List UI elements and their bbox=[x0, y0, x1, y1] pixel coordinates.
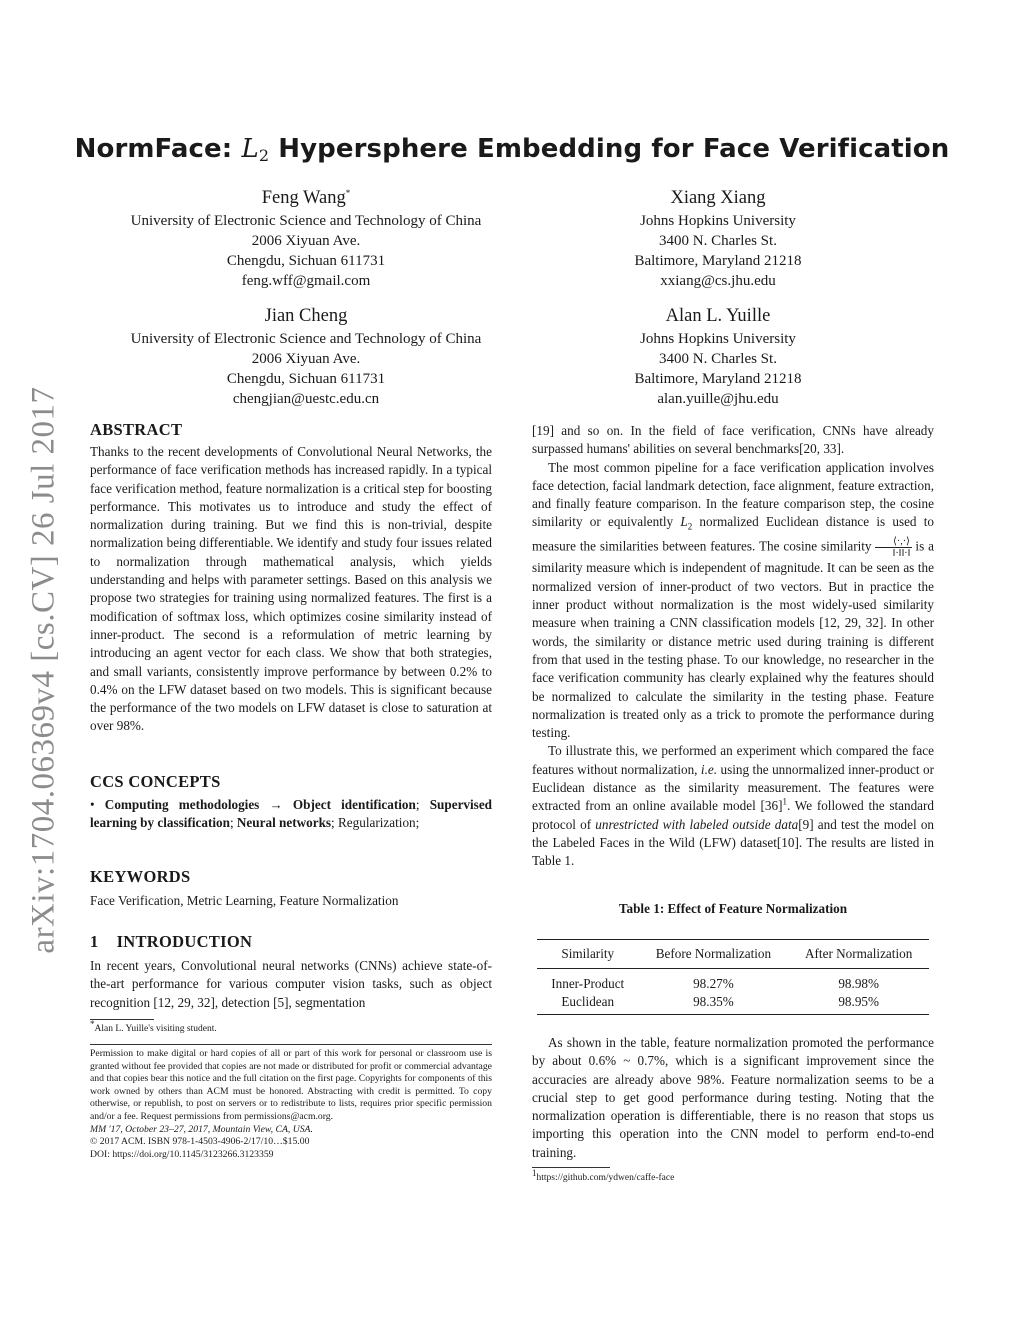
permission-block bbox=[90, 1048, 492, 1161]
paragraph: As shown in the table, feature normalization promoted the performance by about 0.6% ~ 0.7%, which is a significant improvement since the accuracies are already above 98%. Feature normalization seems to be a crucial step to get good performance during testing. Noting that the normalization operation is differentiable, there is no reason that stops us importing this operation into the CNN model to perform end-to-end training. bbox=[532, 1035, 934, 1160]
author-name: Xiang Xiang bbox=[670, 188, 766, 208]
author-address: 2006 Xiyuan Ave. bbox=[251, 233, 361, 249]
author-block-4 bbox=[528, 303, 908, 409]
cosine-fraction: $\frac{⟨\cdot,\cdot⟩}{‖\cdot‖‖\cdot‖}$ bbox=[875, 536, 913, 559]
table-cell: Euclidean bbox=[537, 993, 639, 1015]
venue-line: MM '17, October 23–27, 2017, Mountain View, CA, USA. bbox=[90, 1123, 313, 1135]
right-column-conclusion bbox=[532, 1034, 934, 1162]
table-header: After Normalization bbox=[788, 940, 929, 969]
table-header-row bbox=[537, 940, 929, 969]
table-row bbox=[537, 969, 929, 994]
author-city: Chengdu, Sichuan 611731 bbox=[226, 371, 386, 387]
author-email: chengjian@uestc.edu.cn bbox=[232, 391, 380, 407]
footnote-rule bbox=[90, 1019, 154, 1020]
author-affiliation: University of Electronic Science and Technology of China bbox=[130, 331, 482, 347]
table-cell: 98.95% bbox=[788, 993, 929, 1015]
author-block-2 bbox=[528, 185, 908, 291]
permission-text: Permission to make digital or hard copies of all or part of this work for personal or classroom use is granted without fee provided that copies are not made or distributed for profit or commercial advantage and that copies bear this notice and the full citation on the first page. Copyrights for components of this work owned by others than ACM must be honored. Abstracting with credit is permitted. To copy otherwise, or republish, to post on servers or to redistribute to lists, requires prior specific permission and/or a fee. Request permissions from permissions@acm.org. bbox=[90, 1048, 492, 1122]
ccs-heading: CCS CONCEPTS bbox=[90, 772, 221, 791]
title-math: $L_2$ bbox=[241, 134, 270, 165]
paragraph: The most common pipeline for a face verification application involves face detection, facial landmark detection, face alignment, feature extraction, and finally feature comparison. In the feature comparison step, the cosine similarity or equivalently $L_2$ normalized Euclidean distance is used to measure the similarities between features. The cosine similarity $\frac{⟨\cdot,\cdot⟩}{‖\cdot‖‖\cdot‖}$ is a similarity measure which is independent of magnitude. It can be seen as the normalized version of inner-product of two vectors. But in practice the inner product without normalization is the most widely-used similarity measure when training a CNN classification models [12, 29, 32]. In other words, the similarity or distance metric used during training is different from that used in the testing phase. To our knowledge, no researcher in the face verification community has clearly explained why the features should be normalized to calculate the similarity in the testing phase. Feature normalization is treated only as a trick to promote the performance during testing. bbox=[532, 459, 934, 741]
table-cell: 98.27% bbox=[693, 976, 734, 991]
footnote-author: *Alan L. Yuille's visiting student. bbox=[90, 1018, 217, 1034]
arxiv-stamp: arXiv:1704.06369v4 [cs.CV] 26 Jul 2017 bbox=[25, 386, 62, 954]
author-email: xxiang@cs.jhu.edu bbox=[660, 273, 776, 289]
table-caption: Table 1: Effect of Feature Normalization bbox=[618, 901, 848, 916]
author-name: Jian Cheng bbox=[264, 306, 348, 326]
footnote-rule bbox=[532, 1167, 610, 1168]
author-affiliation: Johns Hopkins University bbox=[640, 331, 796, 347]
author-block-1 bbox=[96, 185, 516, 291]
author-address: 3400 N. Charles St. bbox=[659, 351, 777, 367]
table-cell: 98.98% bbox=[838, 976, 879, 991]
table-cell: 98.35% bbox=[639, 993, 789, 1015]
ccs-item: Computing methodologies bbox=[104, 797, 260, 812]
author-city: Baltimore, Maryland 21218 bbox=[634, 253, 802, 269]
paper-title bbox=[0, 134, 1024, 165]
ccs-item: Supervised learning by classification bbox=[90, 797, 493, 831]
table-cell: Inner-Product bbox=[551, 976, 625, 991]
author-city: Chengdu, Sichuan 611731 bbox=[226, 253, 386, 269]
keywords-body: Face Verification, Metric Learning, Feature Normalization bbox=[90, 893, 399, 908]
title-rest: Hypersphere Embedding for Face Verification bbox=[269, 134, 950, 164]
abstract-heading: ABSTRACT bbox=[90, 420, 183, 439]
author-affiliation: Johns Hopkins University bbox=[640, 213, 796, 229]
permission-rule bbox=[90, 1044, 492, 1045]
keywords-heading: KEYWORDS bbox=[90, 867, 191, 886]
paragraph: To illustrate this, we performed an experiment which compared the face features without normalization, i.e. using the unnormalized inner-product or Euclidean distance as the similarity measurement. The features were extracted from an online available model $[36]^1$. We followed the standard protocol of unrestricted with labeled outside data[9] and test the model on the Labeled Faces in the Wild (LFW) dataset[10]. The results are listed in Table 1. bbox=[532, 743, 935, 869]
intro-heading: 1 INTRODUCTION bbox=[90, 932, 253, 951]
abstract-body bbox=[90, 443, 492, 736]
right-column-body bbox=[532, 422, 934, 870]
author-city: Baltimore, Maryland 21218 bbox=[634, 371, 802, 387]
paragraph: [19] and so on. In the field of face verification, CNNs have already surpassed humans' abilities on several benchmarks[20, 33]. bbox=[532, 423, 934, 457]
ccs-item: Neural networks bbox=[236, 815, 332, 831]
author-name: Alan L. Yuille bbox=[665, 306, 771, 326]
table-header: Before Normalization bbox=[639, 940, 789, 969]
intro-body bbox=[90, 957, 492, 1012]
abstract-text: Thanks to the recent developments of Convolutional Neural Networks, the performance of face verification methods has increased rapidly. In a typical face verification method, feature normalization is a critical step for boosting performance. This motivates us to introduce and study the effect of normalization during training. But we find this is non-trivial, despite normalization being differentiable. We identify and study four issues related to normalization through mathematical analysis, which yields understanding and helps with parameter settings. Based on this analysis we propose two strategies for training using normalized features. The first is a modification of softmax loss, which optimizes cosine similarity instead of inner-product. The second is a reformulation of metric learning by introducing an agent vector for each class. We show that both strategies, and small variants, consistently improve performance by between 0.2% to 0.4% on the LFW dataset based on two models. This is significant because the performance of the two models on LFW dataset is close to saturation at over 98%. bbox=[90, 444, 492, 734]
intro-text: In recent years, Convolutional neural networks (CNNs) achieve state-of-the-art performance for various computer vision tasks, such as object recognition [12, 29, 32], detection [5], segmentation bbox=[90, 958, 492, 1010]
author-block-3 bbox=[96, 303, 516, 409]
author-email: feng.wff@gmail.com bbox=[241, 273, 371, 289]
copyright-line: © 2017 ACM. ISBN 978-1-4503-4906-2/17/10…$15.00 bbox=[90, 1136, 310, 1148]
table-row bbox=[537, 993, 929, 1015]
author-name: Feng Wang* bbox=[261, 187, 351, 208]
author-affiliation: University of Electronic Science and Technology of China bbox=[130, 213, 482, 229]
author-address: 2006 Xiyuan Ave. bbox=[251, 351, 361, 367]
author-email: alan.yuille@jhu.edu bbox=[657, 391, 779, 407]
title-prefix: NormFace: bbox=[74, 134, 242, 164]
table-wrapper bbox=[537, 939, 929, 1015]
footnote-github: $^1$https://github.com/ydwen/caffe-face bbox=[532, 1167, 675, 1183]
doi-line: DOI: https://doi.org/10.1145/3123266.3123359 bbox=[90, 1148, 274, 1160]
ccs-body: • Computing methodologies → Object identification; Supervised learning by classification; Neural networks; Regularization; bbox=[90, 797, 493, 831]
table-header: Similarity bbox=[537, 940, 639, 969]
ccs-item: Object identification bbox=[292, 797, 416, 812]
author-address: 3400 N. Charles St. bbox=[659, 233, 777, 249]
results-table bbox=[537, 939, 929, 1015]
